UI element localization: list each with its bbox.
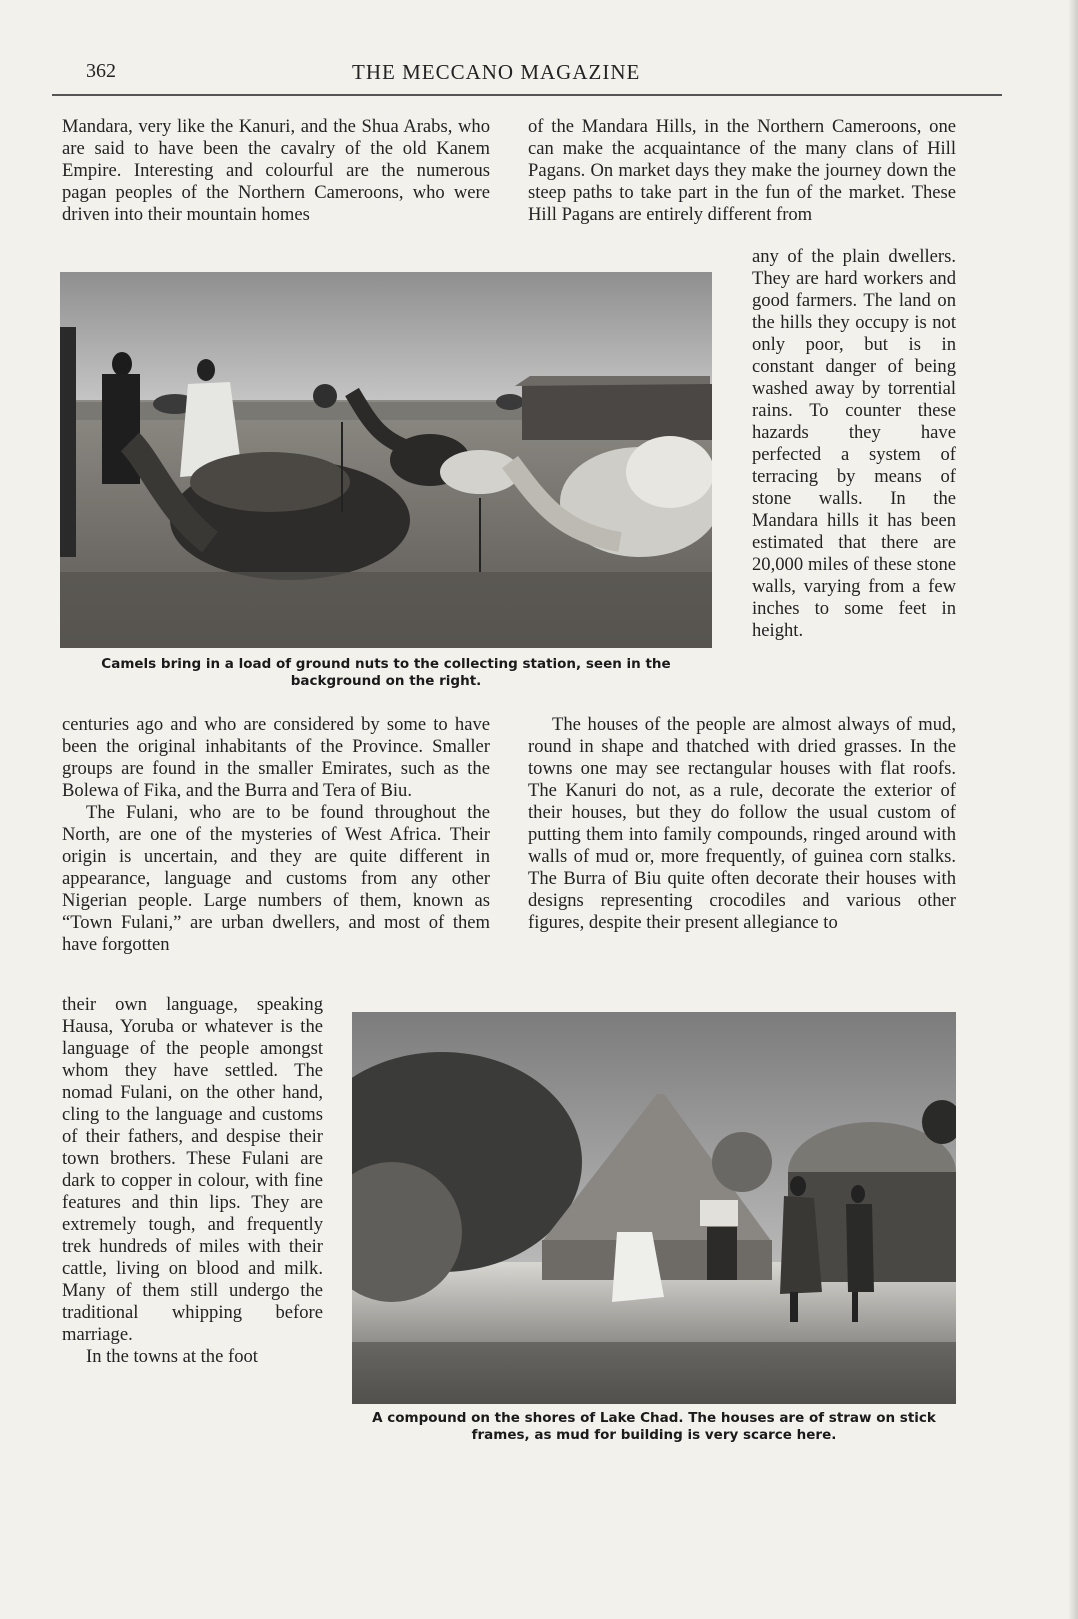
- paragraph: centuries ago and who are considered by some to have been the original inhabitants of the Province. Smaller groups are found in the smaller Emirates, such as the Bolewa of Fika, and the Burra and Tera of Biu.: [62, 714, 490, 801]
- camels-photo-image: [60, 272, 712, 648]
- paragraph: Mandara, very like the Kanuri, and the Shua Arabs, who are said to have been the cavalry of the old Kanem Empire. Interesting and colourful are the numerous pagan peoples of the Northern Cameroons, who were driven into their mountain homes: [62, 116, 490, 225]
- camels-photo-caption: Camels bring in a load of ground nuts to the collecting station, seen in the background on the right.: [101, 656, 671, 689]
- col1-top-text: [62, 116, 490, 226]
- compound-photo-image: [352, 1012, 956, 1404]
- col1-bottom-text: [62, 994, 323, 1368]
- paragraph: of the Mandara Hills, in the Northern Cameroons, one can make the acquaintance of the many clans of Hill Pagans. On market days they make the journey down the steep paths to take part in the fun of the market. These Hill Pagans are entirely different from: [528, 116, 956, 225]
- col2-top-text: [528, 116, 956, 226]
- paragraph: any of the plain dwellers. They are hard workers and good farmers. The land on the hills they occupy is not only poor, but is in constant danger of being washed away by torrential rains. To counter these hazards they have perfected a system of terracing by means of stone walls. In the Mandara hills it has been estimated that there are 20,000 miles of these stone walls, varying from a few inches to some feet in height.: [752, 246, 956, 641]
- page-number: 362: [86, 60, 116, 82]
- paragraph: The Fulani, who are to be found throughout the North, are one of the mysteries of West Africa. Their origin is uncertain, and they are quite different in appearance, language and customs from any other Nigerian people. Large numbers of them, known as “Town Fulani,” are urban dwellers, and most of them have forgotten: [62, 802, 490, 955]
- compound-photo-caption: A compound on the shores of Lake Chad. The houses are of straw on stick frames, as mud for building is very scarce here.: [372, 1410, 936, 1443]
- camels-photo: [60, 272, 712, 648]
- col2-mid-text: [528, 714, 956, 934]
- col2-side-text: [752, 246, 956, 642]
- paragraph: In the towns at the foot: [86, 1346, 258, 1367]
- page-edge: [1068, 0, 1078, 1619]
- magazine-title: THE MECCANO MAGAZINE: [352, 60, 641, 84]
- compound-photo: [352, 1012, 956, 1404]
- col1-mid-text: [62, 714, 490, 956]
- paragraph: their own language, speaking Hausa, Yoruba or whatever is the language of the people amongst whom they have settled. The nomad Fulani, on the other hand, cling to the language and customs of their fathers, and despise their town brothers. These Fulani are dark to copper in colour, with fine features and thin lips. They are extremely tough, and frequently trek hundreds of miles with their cattle, living on blood and milk. Many of them still undergo the traditional whipping before marriage.: [62, 994, 323, 1345]
- header-rule: [52, 94, 1002, 96]
- paragraph: The houses of the people are almost always of mud, round in shape and thatched with dried grasses. In the towns one may see rectangular houses with flat roofs. The Kanuri do not, as a rule, decorate the exterior of their houses, but they do follow the usual custom of putting them into family compounds, ringed around with walls of mud or, more frequently, of guinea corn stalks. The Burra of Biu quite often decorate their houses with designs representing crocodiles and various other figures, despite their present allegiance to: [528, 714, 956, 933]
